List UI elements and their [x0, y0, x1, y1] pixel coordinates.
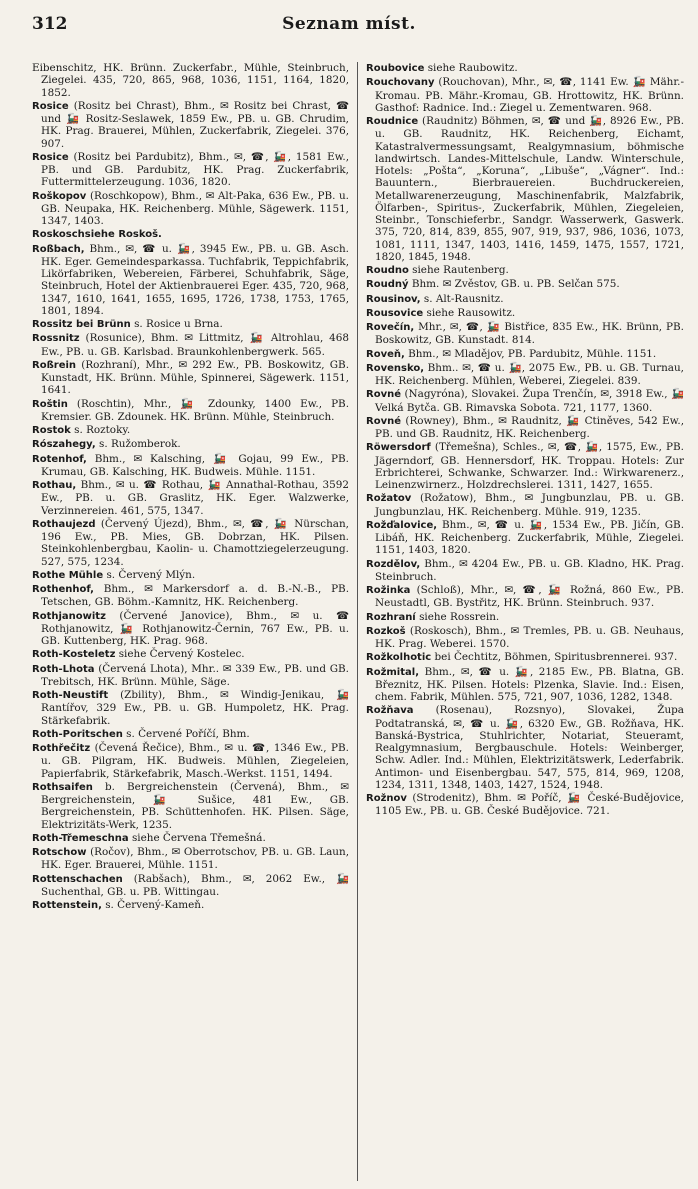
- entry-headword: Rozkoš: [366, 625, 406, 637]
- entry-text: Bhm. ✉ Zvěstov, GB. u. PB. Selčan 575.: [411, 278, 620, 291]
- entry-headword: Rossitz bei Brünn: [32, 319, 131, 330]
- entry-headword: Roudno: [366, 265, 409, 276]
- entry-text: (Raudnitz) Böhmen, ✉, ☎ und 🚂, 8926 Ew., PB. u. GB. Raudnitz, HK. Reichenberg, Eichamt, Katastralvermessungsamt, Realgymnasium, böhmische landwirtsch. Landes-Mittelschule, Landw. Winterschule, Hotels: „Pošta“, „Koruna“, „Libuše“, „Vágner“. Ind.: Bauuntern., Bierbrauereien. Buchdruckereien, Metallwarenerzeugung, Maschinenfabrik, Malzfabrik, Ölfarben-, Spiritus-, Zuckerfabrik, Mühlen, Ziegeleien, Steinbr., Tonschieferbr., Sandgr. Wasserwerk, Gaswerk. 375, 720, 814, 839, 855, 907, 919, 937, 986, 1036, 1073, 1081, 1111, 1347, 1403, 1416, 1459, 1475, 1557, 1721, 1820, 1845, 1948.: [375, 115, 684, 263]
- entry-text: (Strodenitz), Bhm. ✉ Poříč, 🚂 České-Budějovice, 1105 Ew., PB. u. GB. České Budějovice. 721.: [375, 792, 684, 818]
- page-number: 312: [32, 14, 68, 34]
- entry-headword: Rožďalovice,: [366, 519, 438, 531]
- entry-text: (Červená Lhota), Mhr.. ✉ 339 Ew., PB. und GB. Trebitsch, HK. Brünn. Mühle, Säge.: [41, 662, 349, 688]
- index-entry: [32, 398, 349, 424]
- index-entry: [32, 569, 349, 582]
- entry-text: (Rosunice), Bhm. ✉ Littmitz, 🚂 Altrohlau, 468 Ew., PB. u. GB. Karlsbad. Braunkohlenbergwerk. 565.: [41, 332, 349, 358]
- index-entry: [32, 583, 349, 609]
- index-entry: [32, 610, 349, 648]
- entry-text: (Nagyróna), Slovakei. Župa Trenčín, ✉, 3918 Ew., 🚂 Velká Bytča. GB. Rimavska Sobota. 721, 1177, 1360.: [375, 388, 684, 414]
- index-entry: [366, 278, 684, 291]
- index-entry: [32, 438, 349, 451]
- entry-headword: Rottenstein,: [32, 900, 102, 911]
- index-entry: [366, 558, 684, 584]
- entry-headword: Rothjanowitz: [32, 610, 106, 622]
- index-entry: [366, 625, 684, 651]
- index-entry: [32, 846, 349, 872]
- index-entry: [32, 62, 349, 99]
- entry-headword: Rovečín,: [366, 322, 415, 333]
- index-entry: [366, 307, 684, 320]
- entry-text: siehe Červena Třemešná.: [131, 831, 266, 844]
- entry-text: siehe Rausowitz.: [426, 306, 516, 319]
- index-entry: [32, 228, 349, 241]
- entry-text: (Rowney), Bhm., ✉ Raudnitz, 🚂 Ctiněves, 542 Ew., PB. und GB. Raudnitz, HK. Reichenberg.: [375, 414, 684, 440]
- index-entry: [32, 151, 349, 189]
- entry-headword: Rotschow: [32, 847, 87, 858]
- entry-headword: Roudný: [366, 279, 409, 291]
- entry-text: Bhm., ✉ Markersdorf a. d. B.-N.-B., PB. Tetschen, GB. Böhm.-Kamnitz, HK. Reichenberg.: [41, 583, 350, 609]
- entry-text: s. Červený Mlýn.: [106, 568, 196, 581]
- index-entry: [32, 479, 349, 517]
- entry-headword: Roštin: [32, 398, 68, 410]
- entry-headword: Rousinov,: [366, 293, 421, 305]
- entry-headword: Roßrein: [32, 359, 77, 371]
- entry-headword: Rosice: [32, 100, 69, 112]
- entry-headword: Rotenhof,: [32, 453, 87, 465]
- index-entry: [366, 76, 684, 114]
- index-entry: [366, 321, 684, 347]
- entry-text: (Třemešna), Schles., ✉, ☎, 🚂, 1575, Ew., PB. Jägerndorf, GB. Hennersdorf, HK. Troppau. Hotels: Zur Erbrichterei, Schwanke, Schwarzer. Ind.: Wirkwarenerz., Leinenzwirnerz., Holzdrechslerei. 1311, 1427, 1655.: [375, 441, 684, 491]
- index-entry: [366, 415, 684, 441]
- entry-headword: Röwersdorf: [366, 442, 431, 454]
- entry-headword: Roveň,: [366, 348, 405, 360]
- right-column: [358, 62, 684, 1181]
- entry-text: (Zbility), Bhm., ✉ Windig-Jenikau, 🚂 Rantířov, 329 Ew., PB. u. GB. Humpoletz, HK. Prag. Stärkefabrik.: [41, 689, 349, 727]
- entry-headword: Rouchovany: [366, 77, 435, 89]
- index-entry: [32, 424, 349, 437]
- entry-headword: Rothe Mühle: [32, 569, 104, 581]
- entry-text: (Schloß), Mhr., ✉, ☎, 🚂 Rožná, 860 Ew., PB. Neustadtl, GB. Bystřitz, HK. Brünn. Steinbruch. 937.: [375, 584, 684, 610]
- entry-text: (Rabšach), Bhm., ✉, 2062 Ew., 🚂 Suchenthal, GB. u. PB. Wittingau.: [41, 872, 349, 898]
- index-entry: [366, 792, 684, 818]
- index-entry: [366, 293, 684, 306]
- index-entry: [366, 584, 684, 610]
- entry-text: Bhm., ✉ u. ☎ Rothau, 🚂 Annathal-Rothau, 3592 Ew., PB. u. GB. Graslitz, HK. Eger. Walzwerke, Verzinnereien. 461, 575, 1347.: [41, 479, 350, 517]
- entry-headword: Rožnov: [366, 793, 407, 804]
- index-entry: [32, 742, 349, 780]
- entry-headword: Roth-Lhota: [32, 663, 95, 675]
- entry-text: s. Rosice u Brna.: [134, 318, 223, 330]
- entry-text: Eibenschitz, HK. Brünn. Zuckerfabr., Mühle, Steinbruch, Ziegelei. 435, 720, 865, 968, 1036, 1151, 1164, 1820, 1852.: [32, 62, 349, 99]
- index-columns: [32, 62, 684, 1181]
- entry-text: s. Alt-Rausnitz.: [423, 292, 504, 305]
- entry-text: b. Bergreichenstein (Červená), Bhm., ✉ Bergreichenstein, 🚂 Sušice, 481 Ew., GB. Bergreichenstein, PB. Schüttenhofen. HK. Pilsen. Säge, Elektrizitäts-Werk, 1235.: [41, 780, 349, 831]
- entry-headword: Rószahegy,: [32, 439, 96, 451]
- entry-headword: Roth-Kosteletz: [32, 649, 116, 661]
- entry-text: Bhm., ✉ 4204 Ew., PB. u. GB. Kladno, HK. Prag. Steinbruch.: [375, 557, 684, 583]
- entry-headword: Roudnice: [366, 116, 419, 127]
- entry-text: Bhm., ✉ Kalsching, 🚂 Gojau, 99 Ew., PB. Krumau, GB. Kalsching, HK. Budweis. Mühle. 1151.: [41, 452, 349, 478]
- entry-text: (Roschkopow), Bhm., ✉ Alt-Paka, 636 Ew., PB. u. GB. Neupaka, HK. Reichenberg. Mühle, Sägewerk. 1151, 1347, 1403.: [41, 189, 349, 227]
- index-entry: [366, 441, 684, 491]
- entry-text: Bhm., ✉ Mladějov, PB. Pardubitz, Mühle. 1151.: [408, 347, 657, 360]
- entry-headword: Rosice: [32, 151, 69, 163]
- entry-text: (Rosenau), Rozsnyo), Slovakei, Župa Podtatranská, ✉, ☎ u. 🚂, 6320 Ew., GB. Rožňava, HK. Banská-Bystrica, Stuhlrichter, Notariat, Steueramt, Realgymnasium, Bergbauschule. Hotels: Weinberger, Schw. Adler. Ind.: Mühlen, Elektrizitätswerk, Lederfabrik. Antimon- und Eisenbergbau. 547, 575, 814, 969, 1208, 1234, 1311, 1348, 1403, 1427, 1524, 1948.: [375, 704, 684, 791]
- index-entry: [366, 651, 684, 664]
- index-entry: [366, 492, 684, 518]
- entry-headword: Rozhraní: [366, 611, 416, 623]
- entry-text: (Červené Janovice), Bhm., ✉ u. ☎ Rothjanowitz, 🚂 Rothjanowitz-Černin, 767 Ew., PB. u. GB. Kuttenberg, HK. Prag. 968.: [41, 609, 349, 647]
- entry-headword: Roškopov: [32, 190, 87, 202]
- index-entry: [32, 453, 349, 479]
- index-entry: [32, 359, 349, 397]
- entry-text: (Rositz bei Pardubitz), Bhm., ✉, ☎, 🚂, 1581 Ew., PB. und GB. Pardubitz, HK. Prag. Zuckerfabrik, Futtermittelerzeugung. 1036, 1820.: [41, 150, 349, 189]
- entry-text: (Rositz bei Chrast), Bhm., ✉ Rositz bei Chrast, ☎ und 🚂 Rositz-Seslawek, 1859 Ew., PB. u. GB. Chrudim, HK. Prag. Brauerei, Mühlen, Zuckerfabrik, Ziegelei. 376, 907.: [41, 99, 349, 150]
- entry-headword: Rozdělov,: [366, 558, 421, 570]
- index-entry: [366, 611, 684, 624]
- entry-headword: Roubovice: [366, 63, 425, 74]
- entry-text: Bhm., ✉, ☎ u. 🚂, 1534 Ew., PB. Jičín, GB. Libáň, HK. Reichenberg. Zuckerfabrik, Mühle, Ziegelei. 1151, 1403, 1820.: [375, 518, 684, 557]
- entry-text: (Červený Újezd), Bhm., ✉, ☎, 🚂 Nürschan, 196 Ew., PB. Mies, GB. Dobrzan, HK. Pilsen. Steinkohlenbergbau, Kaolin- u. Chamottziegelerzeugung. 527, 575, 1234.: [41, 517, 349, 568]
- index-entry: [366, 704, 684, 791]
- index-entry: [32, 899, 349, 912]
- index-entry: [32, 243, 349, 318]
- index-entry: [366, 348, 684, 361]
- entry-text: (Rožatow), Bhm., ✉ Jungbunzlau, PB. u. GB. Jungbunzlau, HK. Reichenberg. Mühle. 919, 1235.: [375, 492, 684, 518]
- entry-headword: Rožinka: [366, 585, 411, 596]
- entry-headword: Rothsaifen: [32, 781, 93, 793]
- entry-headword: Rožňava: [366, 705, 414, 717]
- entry-headword: Rovné: [366, 389, 401, 401]
- index-entry: [32, 332, 349, 358]
- entry-headword: Rottenschachen: [32, 873, 123, 885]
- entry-headword: Rothaujezd: [32, 518, 96, 530]
- entry-text: Bhm., ✉, ☎ u. 🚂, 3945 Ew., PB. u. GB. Asch. HK. Eger. Gemeindesparkassa. Tuchfabrik, Teppichfabrik, Likörfabriken, Webereien, Färberei, Schuhfabrik, Säge, Steinbruch, Hotel der Aktienbrauerei Eger. 435, 720, 968, 1347, 1610, 1641, 1655, 1695, 1726, 1738, 1753, 1765, 1801, 1894.: [41, 242, 349, 317]
- left-column: [32, 62, 358, 1181]
- entry-headword: Roth-Poritschen: [32, 728, 123, 740]
- index-entry: [32, 318, 349, 331]
- entry-text: s. Roztoky.: [74, 424, 131, 436]
- entry-text: (Ročov), Bhm., ✉ Oberrotschov, PB. u. GB. Laun, HK. Eger. Brauerei, Mühle. 1151.: [41, 846, 349, 872]
- index-entry: [366, 115, 684, 263]
- entry-text: s. Červené Poříčí, Bhm.: [126, 727, 250, 740]
- entry-text: (Čevená Řečice), Bhm., ✉ u. ☎, 1346 Ew., PB. u. GB. Pilgram, HK. Budweis. Mühlen, Ziegeleien, Papierfabrik, Stärkefabrik, Masch.-Werkst. 1151, 1494.: [41, 742, 349, 780]
- entry-headword: Roskoschsiehe Roskoš.: [32, 229, 162, 241]
- index-entry: [366, 519, 684, 557]
- entry-text: s. Červený-Kameň.: [105, 899, 205, 911]
- index-entry: [366, 362, 684, 388]
- entry-text: Mhr., ✉, ☎, 🚂 Bistřice, 835 Ew., HK. Brünn, PB. Boskowitz, GB. Kunstadt. 814.: [375, 321, 684, 347]
- entry-headword: Rožkolhotic: [366, 652, 432, 664]
- index-entry: [32, 648, 349, 661]
- entry-headword: Rothenhof,: [32, 584, 94, 595]
- entry-text: siehe Raubowitz.: [427, 62, 518, 74]
- entry-headword: Rožmital,: [366, 666, 419, 678]
- index-entry: [32, 518, 349, 568]
- entry-headword: Rothau,: [32, 480, 77, 491]
- running-title: Seznam míst.: [282, 14, 416, 34]
- index-entry: [32, 873, 349, 899]
- index-entry: [366, 62, 684, 75]
- entry-headword: Rovné: [366, 415, 401, 427]
- entry-headword: Roth-Neustift: [32, 690, 109, 701]
- entry-text: Bhm.. ✉, ☎ u. 🚂, 2075 Ew., PB. u. GB. Turnau, HK. Reichenberg. Mühlen, Weberei, Ziegelei. 839.: [375, 361, 684, 387]
- index-entry: [32, 728, 349, 741]
- entry-text: siehe Červený Kostelec.: [118, 648, 245, 661]
- entry-headword: Rossnitz: [32, 333, 80, 345]
- entry-text: siehe Rossrein.: [419, 610, 500, 623]
- entry-text: (Roskosch), Bhm., ✉ Tremles, PB. u. GB. Neuhaus, HK. Prag. Weberei. 1570.: [375, 624, 684, 650]
- index-entry: [32, 190, 349, 228]
- index-entry: [366, 388, 684, 414]
- entry-text: (Rozhraní), Mhr., ✉ 292 Ew., PB. Boskowitz, GB. Kunstadt, HK. Brünn. Mühle, Spinnerei, Sägewerk. 1151, 1641.: [41, 358, 349, 397]
- entry-text: Bhm., ✉, ☎ u. 🚂, 2185 Ew., PB. Blatna, GB. Březnitz, HK. Pilsen. Hotels: Plzenka, Slavie. Ind.: Eisen, chem. Fabrik, Mühlen. 575, 721, 907, 1036, 1282, 1348.: [375, 665, 684, 703]
- index-entry: [32, 689, 349, 727]
- index-entry: [32, 781, 349, 831]
- index-entry: [366, 666, 684, 704]
- entry-headword: Rothřečitz: [32, 743, 91, 754]
- entry-text: (Rouchovan), Mhr., ✉, ☎, 1141 Ew. 🚂 Mähr.-Kromau. PB. Mähr.-Kromau, GB. Hrottowitz, HK. Brünn. Gasthof: Radnice. Ind.: Ziegel u. Zementwaren. 968.: [375, 76, 684, 114]
- index-entry: [32, 832, 349, 845]
- entry-text: bei Čechtitz, Böhmen, Spiritusbrennerei. 937.: [434, 651, 678, 664]
- entry-text: s. Ružomberok.: [99, 438, 181, 451]
- entry-text: siehe Rautenberg.: [412, 264, 509, 276]
- entry-headword: Rovensko,: [366, 362, 424, 374]
- page-header: [22, 14, 676, 44]
- entry-text: (Roschtin), Mhr., 🚂 Zdounky, 1400 Ew., PB. Kremsier. GB. Zdounek. HK. Brünn. Mühle, Steinbruch.: [41, 397, 349, 423]
- index-entry: [32, 100, 349, 150]
- entry-headword: Rožatov: [366, 493, 412, 505]
- entry-headword: Rostok: [32, 425, 71, 436]
- index-entry: [366, 264, 684, 277]
- entry-headword: Roßbach,: [32, 243, 85, 255]
- entry-headword: Rousovice: [366, 307, 424, 319]
- entry-headword: Roth-Třemeschna: [32, 832, 129, 844]
- index-entry: [32, 663, 349, 689]
